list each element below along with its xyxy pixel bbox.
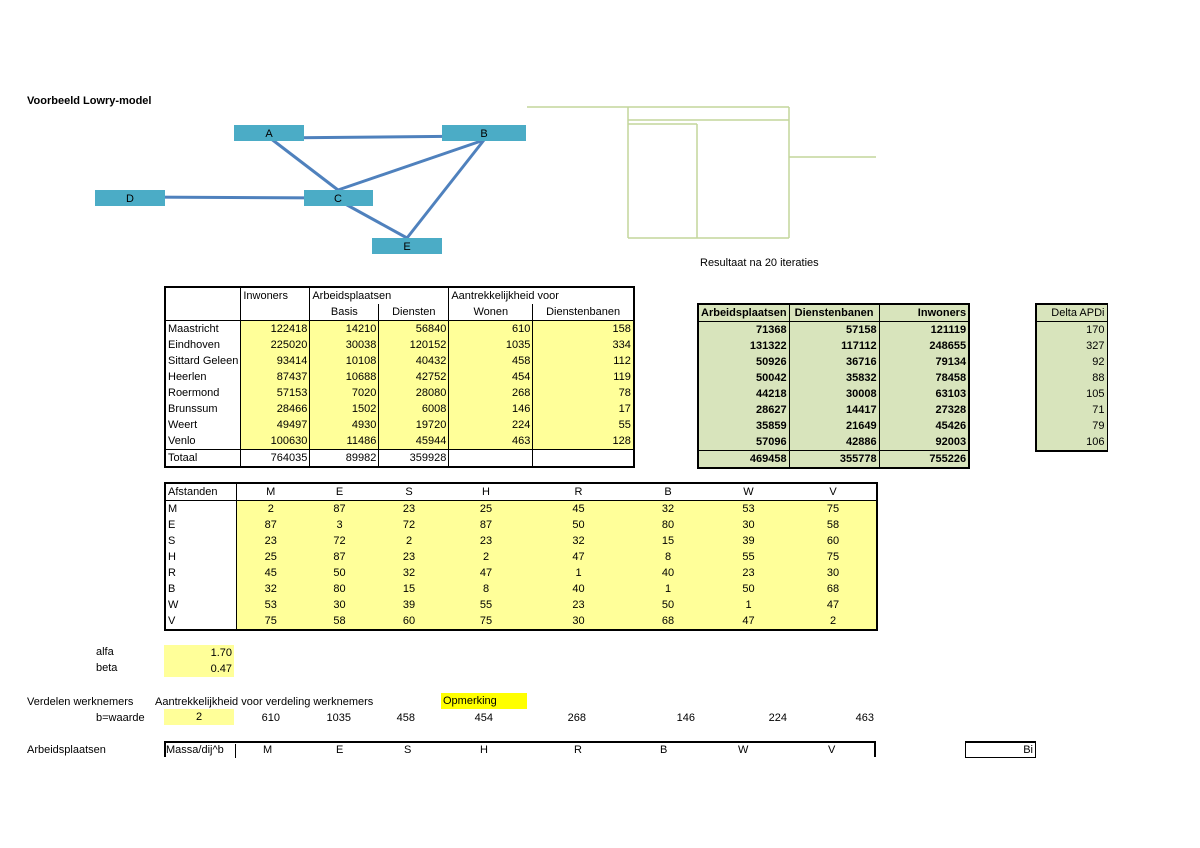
distance-row-label: H <box>165 549 236 565</box>
table-cell: 1035 <box>449 337 533 353</box>
arbeid-col: E <box>336 744 344 756</box>
city-name: Maastricht <box>165 321 241 338</box>
table-cell: 268 <box>449 385 533 401</box>
distance-row-label: M <box>165 501 236 518</box>
table-cell: 25 <box>444 501 528 518</box>
table-cell: 42752 <box>379 369 449 385</box>
table-row <box>698 434 969 451</box>
arbeid-cols <box>164 744 876 758</box>
network-edges <box>130 136 484 238</box>
network-diagram <box>0 0 900 260</box>
table-cell: 60 <box>790 533 877 549</box>
distance-row-label: W <box>165 597 236 613</box>
verdelen-value: 268 <box>567 712 586 724</box>
table-cell: 47 <box>444 565 528 581</box>
city-name: Roermond <box>165 385 241 401</box>
table-cell: 8 <box>629 549 707 565</box>
table-row <box>165 565 877 581</box>
table-cell: 49497 <box>241 417 310 433</box>
table-row <box>1036 418 1107 434</box>
distance-col-header: E <box>305 483 374 501</box>
table-cell: 44218 <box>698 386 789 402</box>
city-name: Heerlen <box>165 369 241 385</box>
table-cell: 2 <box>444 549 528 565</box>
city-name: Eindhoven <box>165 337 241 353</box>
table-cell: 55 <box>533 417 634 433</box>
arbeid-col: S <box>404 744 412 756</box>
table-row <box>698 402 969 418</box>
table-cell: 10108 <box>310 353 379 369</box>
table-cell: 57153 <box>241 385 310 401</box>
table-cell: 11486 <box>310 433 379 450</box>
alfa-value[interactable]: 1.70 <box>164 645 234 661</box>
table-cell: 45426 <box>879 418 969 434</box>
verdelen-value: 454 <box>474 712 493 724</box>
table-row <box>698 354 969 370</box>
table-cell: 39 <box>707 533 790 549</box>
node-b-label: B <box>480 128 488 140</box>
city-name: Brunssum <box>165 401 241 417</box>
table-cell: 21649 <box>789 418 879 434</box>
table-row <box>1036 370 1107 386</box>
table-row <box>698 386 969 402</box>
table-cell: 454 <box>449 369 533 385</box>
result-table <box>697 303 970 469</box>
table-cell: 117112 <box>789 338 879 354</box>
table-cell: 1502 <box>310 401 379 417</box>
table-cell: 79134 <box>879 354 969 370</box>
table-row <box>165 353 634 369</box>
table-cell: 23 <box>374 549 444 565</box>
res-header-arbeidsplaatsen: Arbeidsplaatsen <box>698 304 789 322</box>
distance-row-label: B <box>165 581 236 597</box>
main-header-empty <box>165 287 241 304</box>
total-inwoners: 764035 <box>241 450 310 468</box>
distance-row-label: R <box>165 565 236 581</box>
table-cell: 92003 <box>879 434 969 451</box>
distance-col-header: H <box>444 483 528 501</box>
verdelen-value: 1035 <box>326 712 351 724</box>
table-cell: 2 <box>236 501 305 518</box>
table-row <box>1036 322 1107 339</box>
table-cell: 15 <box>374 581 444 597</box>
table-cell: 36716 <box>789 354 879 370</box>
table-cell: 100630 <box>241 433 310 450</box>
res-total-row <box>698 451 969 469</box>
table-cell: 610 <box>449 321 533 338</box>
table-cell: 23 <box>707 565 790 581</box>
verdelen-value: 224 <box>768 712 787 724</box>
table-cell: 71368 <box>698 322 789 339</box>
table-cell: 120152 <box>379 337 449 353</box>
table-cell: 334 <box>533 337 634 353</box>
arbeid-col: W <box>738 744 749 756</box>
table-row <box>165 517 877 533</box>
table-cell: 32 <box>236 581 305 597</box>
table-cell: 40 <box>528 581 629 597</box>
table-cell: 6008 <box>379 401 449 417</box>
arbeid-col: H <box>480 744 488 756</box>
distance-col-header: B <box>629 483 707 501</box>
table-cell: 27328 <box>879 402 969 418</box>
table-cell: 23 <box>236 533 305 549</box>
arbeid-first: Massa/dij^b <box>166 744 224 756</box>
delta-header: Delta APDi <box>1036 304 1107 322</box>
edge-a-c <box>270 138 338 190</box>
table-cell: 19720 <box>379 417 449 433</box>
table-cell: 79 <box>1036 418 1107 434</box>
table-cell: 75 <box>236 613 305 630</box>
table-cell: 32 <box>528 533 629 549</box>
table-row <box>1036 354 1107 370</box>
node-c <box>304 190 373 206</box>
verdelen-label: Verdelen werknemers <box>27 696 134 708</box>
table-cell: 50 <box>305 565 374 581</box>
table-cell: 158 <box>533 321 634 338</box>
table-cell: 78458 <box>879 370 969 386</box>
table-cell: 56840 <box>379 321 449 338</box>
total-label: Totaal <box>165 450 241 468</box>
arbeid-col: V <box>828 744 836 756</box>
table-cell: 112 <box>533 353 634 369</box>
table-cell: 47 <box>528 549 629 565</box>
table-cell: 68 <box>629 613 707 630</box>
table-cell: 57158 <box>789 322 879 339</box>
table-cell: 106 <box>1036 434 1107 451</box>
total-basis: 89982 <box>310 450 379 468</box>
table-cell: 458 <box>449 353 533 369</box>
node-e <box>372 238 442 254</box>
table-cell: 87 <box>236 517 305 533</box>
table-cell: 55 <box>707 549 790 565</box>
table-cell: 50 <box>707 581 790 597</box>
table-cell: 30 <box>707 517 790 533</box>
table-row <box>698 418 969 434</box>
distance-col-header: S <box>374 483 444 501</box>
table-row <box>165 321 634 338</box>
table-cell: 23 <box>374 501 444 518</box>
node-a-label: A <box>265 128 273 140</box>
table-cell: 75 <box>444 613 528 630</box>
table-cell: 8 <box>444 581 528 597</box>
table-cell: 4930 <box>310 417 379 433</box>
verdelen-value: 610 <box>261 712 280 724</box>
table-cell: 7020 <box>310 385 379 401</box>
table-cell: 248655 <box>879 338 969 354</box>
delta-table <box>1035 303 1108 452</box>
table-cell: 122418 <box>241 321 310 338</box>
table-cell: 45944 <box>379 433 449 450</box>
alfa-label: alfa <box>96 646 114 658</box>
edge-b-c <box>338 140 484 190</box>
table-cell: 170 <box>1036 322 1107 339</box>
table-cell: 3 <box>305 517 374 533</box>
table-cell: 53 <box>236 597 305 613</box>
table-row <box>1036 386 1107 402</box>
table-row <box>165 501 877 518</box>
distance-col-header: W <box>707 483 790 501</box>
node-a <box>234 125 304 141</box>
beta-value[interactable]: 0.47 <box>164 661 234 677</box>
table-cell: 2 <box>790 613 877 630</box>
b-label: b=waarde <box>96 712 145 724</box>
table-cell: 58 <box>305 613 374 630</box>
res-total-arbeid: 469458 <box>698 451 789 469</box>
table-row <box>165 597 877 613</box>
table-cell: 121119 <box>879 322 969 339</box>
bi-cell: Bi <box>965 741 1036 758</box>
res-total-inwoners: 755226 <box>879 451 969 469</box>
table-cell: 35832 <box>789 370 879 386</box>
city-name: Sittard Geleen <box>165 353 241 369</box>
table-cell: 47 <box>707 613 790 630</box>
node-d <box>95 190 165 206</box>
table-cell: 88 <box>1036 370 1107 386</box>
table-cell: 28466 <box>241 401 310 417</box>
total-diensten: 359928 <box>379 450 449 468</box>
opmerking-note: Opmerking <box>441 693 527 709</box>
arbeid-label: Arbeidsplaatsen <box>27 744 106 756</box>
distance-col-header: V <box>790 483 877 501</box>
table-cell: 30 <box>528 613 629 630</box>
distance-row-label: V <box>165 613 236 630</box>
res-total-diensten: 355778 <box>789 451 879 469</box>
table-cell: 35859 <box>698 418 789 434</box>
node-e-label: E <box>403 241 411 253</box>
table-row <box>165 385 634 401</box>
table-row <box>1036 402 1107 418</box>
table-cell: 30 <box>305 597 374 613</box>
table-row <box>698 322 969 339</box>
table-row <box>165 337 634 353</box>
distance-row-label: E <box>165 517 236 533</box>
distance-header-label: Afstanden <box>165 483 236 501</box>
table-row <box>165 581 877 597</box>
table-cell: 30038 <box>310 337 379 353</box>
table-cell: 87 <box>305 549 374 565</box>
table-cell: 45 <box>236 565 305 581</box>
main-total-row <box>165 450 634 468</box>
city-name: Venlo <box>165 433 241 450</box>
table-cell: 15 <box>629 533 707 549</box>
main-table <box>164 286 635 468</box>
res-header-dienstenbanen: Dienstenbanen <box>789 304 879 322</box>
table-cell: 80 <box>305 581 374 597</box>
table-cell: 14417 <box>789 402 879 418</box>
table-cell: 23 <box>528 597 629 613</box>
green-outline-shape <box>527 107 876 238</box>
table-cell: 224 <box>449 417 533 433</box>
table-cell: 72 <box>374 517 444 533</box>
table-cell: 28627 <box>698 402 789 418</box>
table-cell: 50042 <box>698 370 789 386</box>
header-dienstenbanen: Dienstenbanen <box>533 304 634 321</box>
table-cell: 53 <box>707 501 790 518</box>
table-cell: 71 <box>1036 402 1107 418</box>
header-arbeidsplaatsen: Arbeidsplaatsen <box>310 287 449 304</box>
table-row <box>165 433 634 450</box>
table-cell: 105 <box>1036 386 1107 402</box>
table-cell: 225020 <box>241 337 310 353</box>
table-cell: 1 <box>528 565 629 581</box>
table-cell: 25 <box>236 549 305 565</box>
b-value[interactable]: 2 <box>164 709 234 725</box>
table-row <box>165 613 877 630</box>
table-row <box>165 417 634 433</box>
table-cell: 30008 <box>789 386 879 402</box>
table-cell: 2 <box>374 533 444 549</box>
verdelen-value: 463 <box>855 712 874 724</box>
table-cell: 75 <box>790 549 877 565</box>
table-row <box>698 338 969 354</box>
table-cell: 146 <box>449 401 533 417</box>
verdelen-value: 146 <box>676 712 695 724</box>
node-b <box>442 125 526 141</box>
table-cell: 30 <box>790 565 877 581</box>
verdelen-values <box>0 712 900 728</box>
table-cell: 58 <box>790 517 877 533</box>
header-inwoners: Inwoners <box>241 287 310 304</box>
table-cell: 327 <box>1036 338 1107 354</box>
city-name: Weert <box>165 417 241 433</box>
beta-label: beta <box>96 662 118 674</box>
distance-col-header: R <box>528 483 629 501</box>
result-title: Resultaat na 20 iteraties <box>700 257 819 269</box>
table-cell: 47 <box>790 597 877 613</box>
table-cell: 50 <box>629 597 707 613</box>
table-cell: 68 <box>790 581 877 597</box>
table-cell: 1 <box>629 581 707 597</box>
table-cell: 14210 <box>310 321 379 338</box>
table-cell: 39 <box>374 597 444 613</box>
table-row <box>1036 434 1107 451</box>
table-cell: 72 <box>305 533 374 549</box>
table-cell: 93414 <box>241 353 310 369</box>
table-cell: 50 <box>528 517 629 533</box>
verdelen-value: 458 <box>396 712 415 724</box>
table-cell: 78 <box>533 385 634 401</box>
table-cell: 87 <box>305 501 374 518</box>
table-cell: 119 <box>533 369 634 385</box>
table-cell: 87437 <box>241 369 310 385</box>
header-aantrekkelijkheid: Aantrekkelijkheid voor <box>449 287 634 304</box>
table-cell: 45 <box>528 501 629 518</box>
arbeid-col: R <box>574 744 582 756</box>
page-title: Voorbeeld Lowry-model <box>27 95 152 107</box>
table-cell: 463 <box>449 433 533 450</box>
distance-table <box>164 482 878 631</box>
arbeid-col: B <box>660 744 668 756</box>
table-cell: 32 <box>629 501 707 518</box>
table-row <box>698 370 969 386</box>
table-row <box>165 533 877 549</box>
table-cell: 128 <box>533 433 634 450</box>
header-diensten: Diensten <box>379 304 449 321</box>
node-d-label: D <box>126 193 134 205</box>
table-cell: 32 <box>374 565 444 581</box>
table-row <box>1036 338 1107 354</box>
table-cell: 40 <box>629 565 707 581</box>
table-cell: 87 <box>444 517 528 533</box>
table-row <box>165 549 877 565</box>
table-cell: 50926 <box>698 354 789 370</box>
verdelen-sub: Aantrekkelijkheid voor verdeling werknemers <box>155 696 374 708</box>
arbeid-col: M <box>263 744 273 756</box>
table-cell: 23 <box>444 533 528 549</box>
header-basis: Basis <box>310 304 379 321</box>
table-cell: 80 <box>629 517 707 533</box>
arbeid-divider <box>235 744 236 758</box>
table-cell: 57096 <box>698 434 789 451</box>
distance-row-label: S <box>165 533 236 549</box>
table-cell: 60 <box>374 613 444 630</box>
table-cell: 40432 <box>379 353 449 369</box>
table-cell: 42886 <box>789 434 879 451</box>
table-cell: 131322 <box>698 338 789 354</box>
table-cell: 92 <box>1036 354 1107 370</box>
table-cell: 28080 <box>379 385 449 401</box>
res-header-inwoners: Inwoners <box>879 304 969 322</box>
node-c-label: C <box>334 193 342 205</box>
distance-col-header: M <box>236 483 305 501</box>
table-cell: 55 <box>444 597 528 613</box>
table-cell: 17 <box>533 401 634 417</box>
table-row <box>165 369 634 385</box>
table-cell: 63103 <box>879 386 969 402</box>
table-cell: 1 <box>707 597 790 613</box>
header-wonen: Wonen <box>449 304 533 321</box>
table-row <box>165 401 634 417</box>
table-cell: 75 <box>790 501 877 518</box>
table-cell: 10688 <box>310 369 379 385</box>
